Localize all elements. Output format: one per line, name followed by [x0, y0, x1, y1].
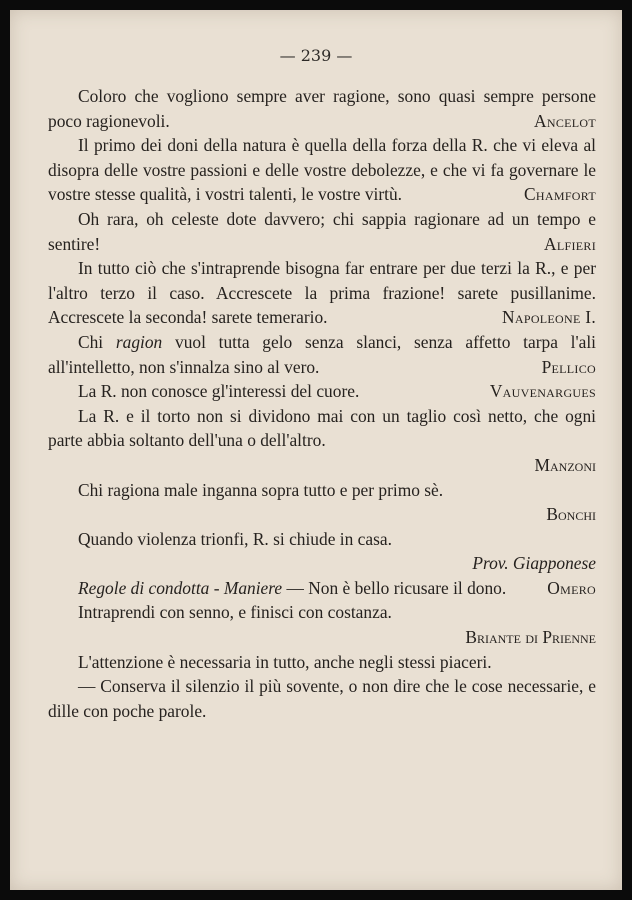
quote-author: Prov. Giapponese [472, 553, 596, 574]
quote-author: Manzoni [534, 454, 596, 475]
quote-chamfort [48, 133, 596, 207]
quote-author: Ancelot [534, 110, 596, 131]
section-title: Regole di condotta - Maniere [78, 577, 283, 598]
quote-author: Chamfort [524, 184, 596, 205]
quote-text: Quando violenza trionfi, R. si chiude in casa. [78, 528, 392, 549]
quote-bonchi [48, 478, 596, 503]
quote-ancelot [48, 84, 596, 133]
quote-text: In tutto ciò che s'intraprende bisogna far entrare per due terzi la R., e per l'altro terzo il caso. Accrescete la prima frazione! sarete pusillanime. Accrescete la seconda! sarete temerario. [48, 258, 596, 328]
quote-text-italic: ragion [115, 331, 163, 352]
quote-text: — Conserva il silenzio il più sovente, o non dire che le cose necessarie, e dille con poche parole. [48, 676, 596, 721]
quote-alfieri [48, 207, 596, 256]
quote-text: La R. non conosce gl'interessi del cuore. [78, 381, 360, 402]
quote-text: — Non è bello ricusare il dono. [282, 577, 507, 598]
quote-text: La R. e il torto non si dividono mai con un taglio così netto, che ogni parte abbia soltanto dell'una o dell'altro. [48, 405, 596, 451]
page-body [48, 84, 596, 723]
quote-briante [48, 600, 596, 625]
quote-text-pre: Chi [78, 331, 116, 352]
quote-text: Oh rara, oh celeste dote davvero; chi sappia ragionare ad un tempo e sentire! [48, 208, 596, 254]
quote-author: Briante di Prienne [465, 627, 596, 648]
quote-author: Pellico [541, 356, 596, 377]
quote-silenzio [48, 674, 596, 723]
quote-manzoni [48, 404, 596, 453]
quote-author: Omero [547, 577, 596, 598]
quote-text: Intraprendi con senno, e finisci con costanza. [78, 602, 392, 623]
section-regole [48, 576, 596, 601]
quote-text: Coloro che vogliono sempre aver ragione, sono quasi sempre persone poco ragionevoli. [48, 86, 596, 131]
quote-attenzione [48, 650, 596, 675]
quote-author: Alfieri [544, 233, 596, 254]
quote-text: Chi ragiona male inganna sopra tutto e per primo sè. [78, 479, 444, 500]
quote-vauvenargues [48, 379, 596, 404]
book-page [10, 10, 622, 890]
quote-text: Il primo dei doni della natura è quella della forza della R. che vi eleva al disopra delle vostre passioni e delle vostre debolezze, e che vi fa governare le vostre stesse qualità, i vostri talenti, le vostre virtù. [48, 135, 596, 205]
quote-proverb [48, 527, 596, 552]
quote-author: Vauvenargues [489, 381, 596, 402]
quote-pellico [48, 330, 596, 379]
quote-text-post: vuol tutta gelo senza slanci, senza affetto tarpa l'ali all'intelletto, non s'innalza sino al vero. [48, 331, 596, 377]
page-number: — 239 — [279, 46, 353, 65]
quote-napoleone [48, 256, 596, 330]
quote-author: Bonchi [546, 504, 596, 525]
quote-author: Napoleone I. [502, 307, 596, 328]
quote-text: L'attenzione è necessaria in tutto, anche negli stessi piaceri. [78, 651, 492, 672]
